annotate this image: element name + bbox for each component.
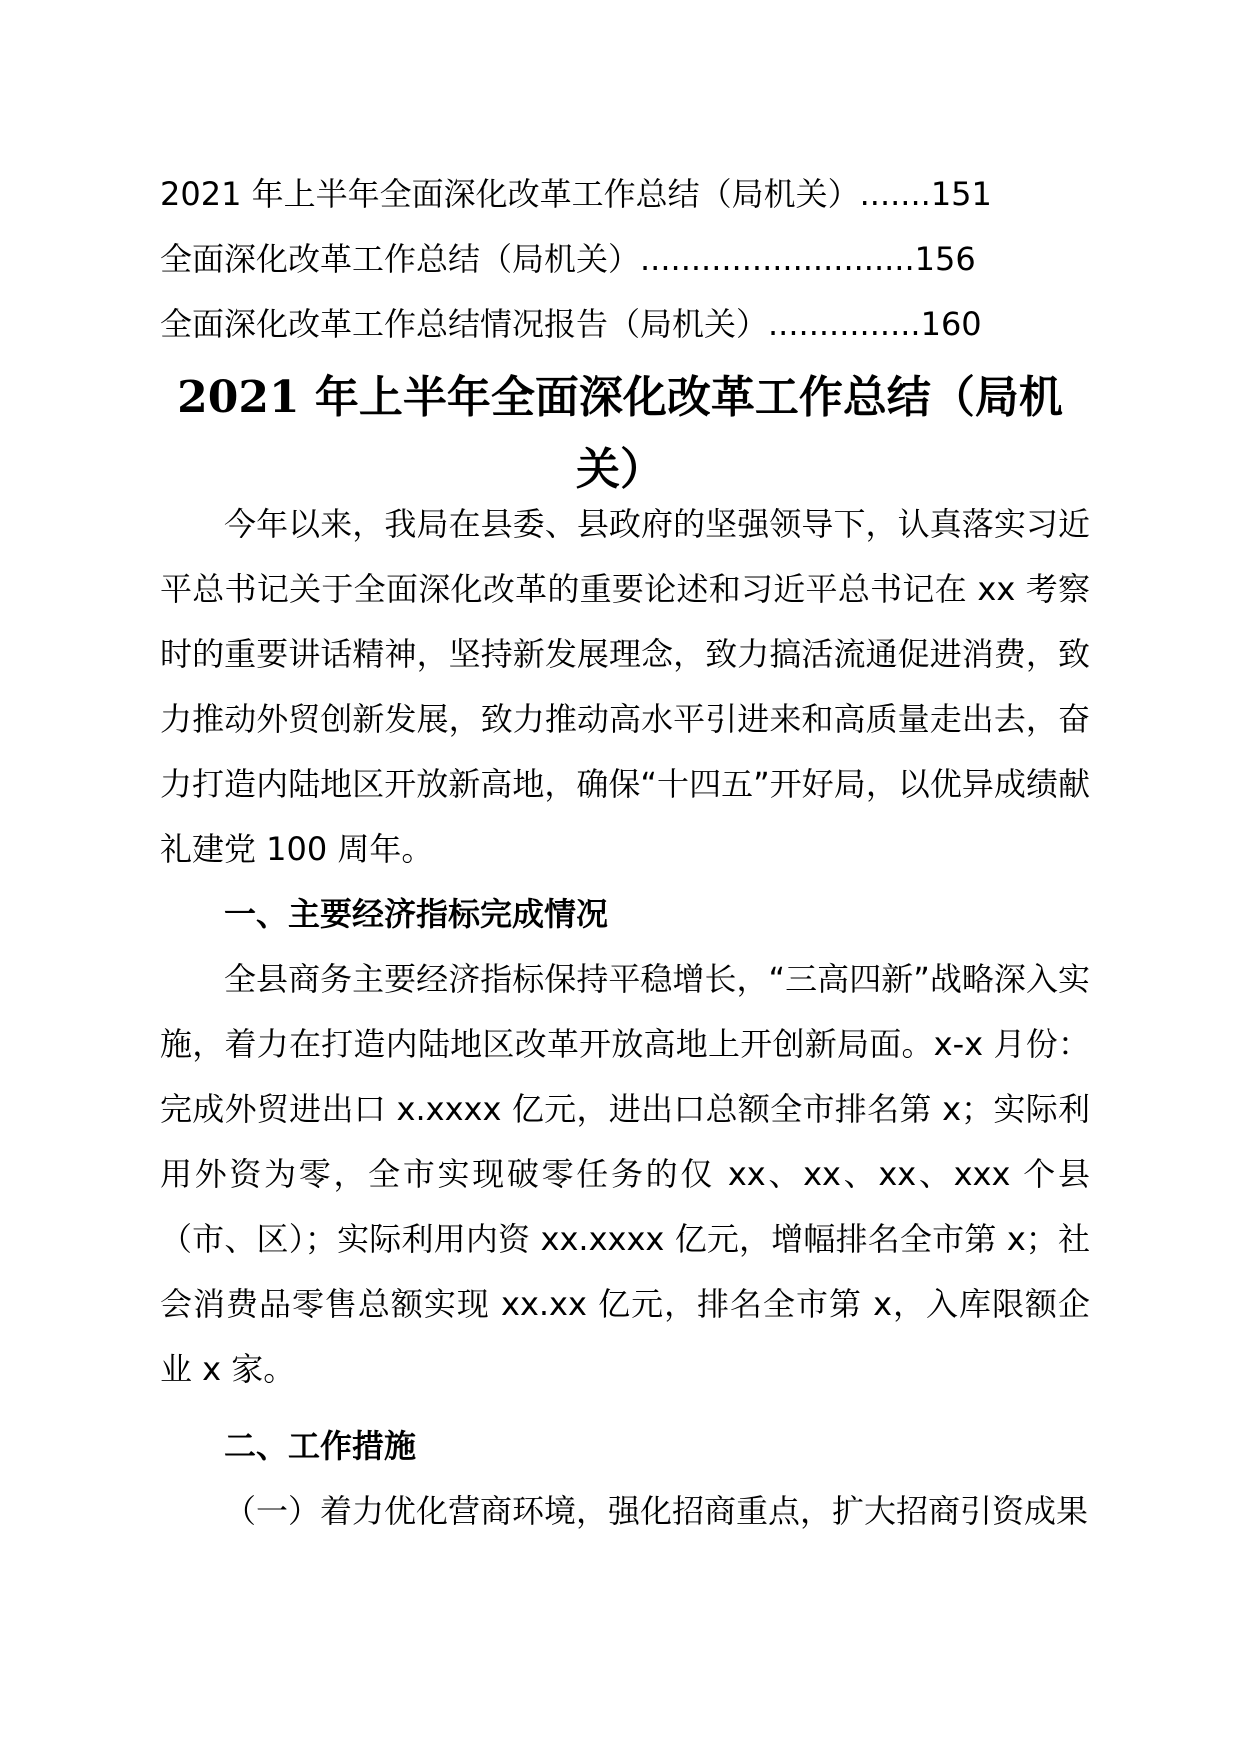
toc-entry[interactable]: 全面深化改革工作总结情况报告（局机关）...............160 <box>160 305 982 343</box>
section-paragraph: 全县商务主要经济指标保持平稳增长，“三高四新”战略深入实施，着力在打造内陆地区改革开放高地上开创新局面。x-x 月份：完成外贸进出口 x.xxxx 亿元，进出口总额全市排名第 x；实际利用外资为零，全市实现破零任务的仅 xx、xx、xx、xxx 个县（市、区）；实际利用内资 xx.xxxx 亿元，增幅排名全市第 x；社会消费品零售总额实现 xx.xx 亿元，排名全市第 x，入库限额企业 x 家。 <box>160 960 1090 1388</box>
toc-entry[interactable]: 全面深化改革工作总结（局机关）...........................156 <box>160 240 976 278</box>
section-heading: 二、工作措施 <box>224 1427 417 1465</box>
document-title: 2021 年上半年全面深化改革工作总结（局机关） <box>177 372 1063 495</box>
toc-entry[interactable]: 2021 年上半年全面深化改革工作总结（局机关）.......151 <box>160 175 992 213</box>
document-body <box>160 492 1090 1544</box>
section-heading: 一、主要经济指标完成情况 <box>224 895 609 933</box>
subsection-heading: （一）着力优化营商环境，强化招商重点，扩大招商引资成果 <box>224 1492 1089 1530</box>
intro-paragraph: 今年以来，我局在县委、县政府的坚强领导下，认真落实习近平总书记关于全面深化改革的重要论述和习近平总书记在 xx 考察时的重要讲话精神，坚持新发展理念，致力搞活流通促进消费，致力推动外贸创新发展，致力推动高水平引进来和高质量走出去，奋力打造内陆地区开放新高地，确保“十四五”开好局，以优异成绩献礼建党 100 周年。 <box>160 505 1090 868</box>
table-of-contents <box>160 172 1020 367</box>
